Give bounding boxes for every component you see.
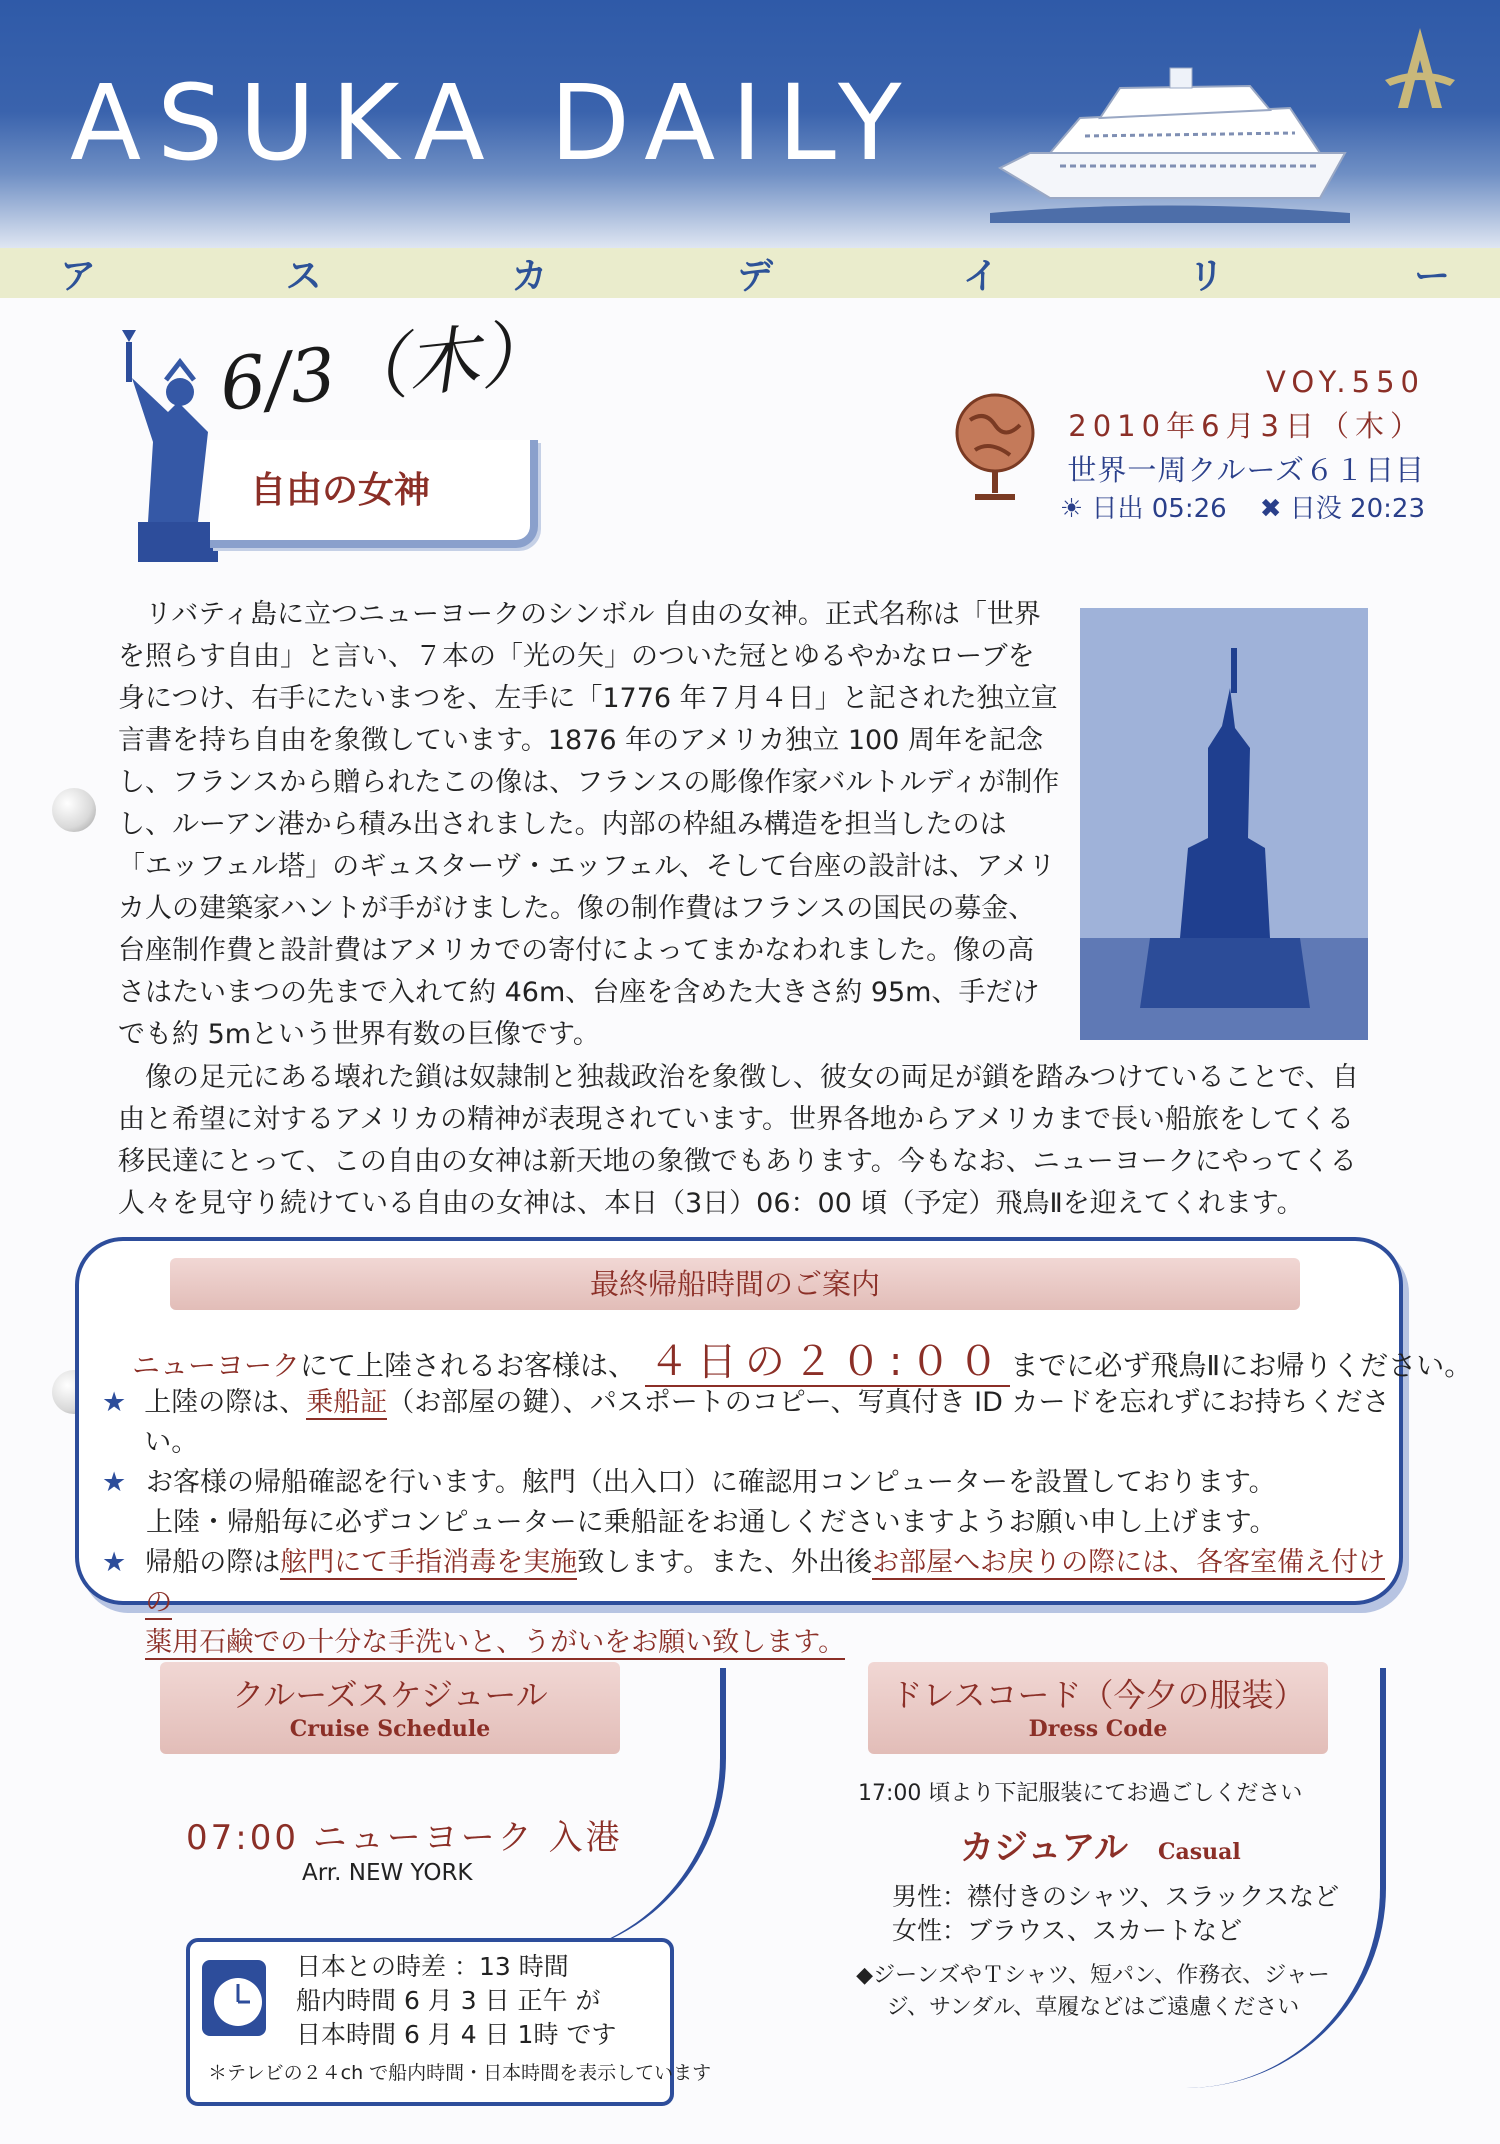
notice-text: 帰船の際は: [145, 1547, 281, 1578]
star-icon: ★: [102, 1547, 127, 1578]
issue-info: [1067, 360, 1425, 492]
notice-text: 上陸の際は、: [144, 1387, 307, 1418]
globe-icon: [950, 385, 1040, 510]
tv-channel-note: ＊テレビの２４ch で船内時間・日本時間を表示しています: [208, 2062, 712, 2084]
issue-date: 2010年6月3日（木）: [1068, 409, 1425, 443]
voyage-number: VOY.550: [1266, 365, 1425, 399]
spacer: [102, 1503, 146, 1543]
sun-times: [1060, 488, 1425, 525]
schedule-heading-en: Cruise Schedule: [289, 1716, 491, 1742]
notice-text: 乗船証: [306, 1387, 388, 1418]
cruise-ship-illustration: [990, 48, 1350, 223]
dress-heading-en: Dress Code: [1028, 1716, 1168, 1742]
asuka-logo-icon: [1380, 20, 1460, 120]
katakana-title-strip: [0, 248, 1500, 298]
dress-heading-jp: ドレスコード（今夕の服装）: [890, 1676, 1306, 1714]
dress-code-heading: [868, 1662, 1328, 1754]
binder-hole: [52, 788, 96, 832]
dress-women: 女性：ブラウス、スカートなど: [892, 1916, 1243, 1945]
dress-code-details: [892, 1880, 1339, 1948]
arrival-time: 07:00 ニューヨーク 入港: [186, 1818, 623, 1858]
notice-text: 舷門にて手指消毒を実施: [280, 1547, 578, 1578]
sunset-icon: ✖: [1259, 494, 1282, 524]
sunrise-time: 日出 05:26: [1091, 494, 1227, 524]
dress-code-intro: 17:00 頃より下記服装にてお過ごしください: [858, 1781, 1303, 1806]
kana-char: カ: [511, 255, 548, 297]
notice-text: 薬用石鹸での十分な手洗いと、うがいをお願い致します。: [145, 1627, 846, 1658]
notice-text: を忘れずにお持ちください。: [144, 1387, 1390, 1458]
dress-code-note: ◆ジーンズやＴシャツ、短パン、作務衣、ジャージ、サンダル、草履などはご遠慮ください: [856, 1963, 1330, 2020]
sunset-time: 日没 20:23: [1289, 494, 1425, 524]
time-difference: 日本との時差 ：13 時間: [296, 1952, 569, 1981]
time-difference-text: [296, 1950, 616, 2052]
kana-char: ア: [60, 255, 97, 297]
list-item: [102, 1383, 1392, 1463]
notice-text: お客様の帰船確認を行います。舷門（出入口）に確認用コンピューターを設置しております。: [146, 1467, 1276, 1498]
masthead-title: ASUKA DAILY: [70, 62, 918, 184]
schedule-heading-jp: クルーズスケジュール: [232, 1676, 548, 1714]
boarding-deadline: ４日の２０:００: [645, 1339, 1010, 1387]
boarding-deadline-line: [132, 1330, 1472, 1387]
kana-char: デ: [736, 255, 773, 297]
handwritten-date: [210, 308, 555, 430]
sun-icon: ☀: [1059, 494, 1084, 524]
star-icon: ★: [102, 1467, 127, 1498]
notice-text: までに必ず飛鳥Ⅱにお帰りください。: [1010, 1349, 1473, 1382]
dress-code-value: [960, 1820, 1241, 1869]
kana-char: イ: [962, 255, 999, 297]
notice-text: 上陸・帰船毎に必ずコンピューターに乗船証をお通しくださいますようお願い申し上げます。: [146, 1507, 1277, 1538]
article-title: 自由の女神: [250, 470, 431, 511]
list-item: [102, 1503, 1392, 1543]
dress-code-en: Casual: [1157, 1839, 1241, 1865]
article-paragraph: 像の足元にある壊れた鎖は奴隷制と独裁政治を象徴し、彼女の両足が鎖を踏みつけていることで、自由と希望に対するアメリカの精神が表現されています。世界各地からアメリカまで長い船旅をしてくる移民達にとって、この自由の女神は新天地の象徴でもあります。今もなお、ニューヨークにやってくる人々を見守り続けている自由の女神は、本日（3日）06：00 頃（予定）飛鳥Ⅱを迎えてくれます。: [118, 1062, 1359, 1219]
list-item: [102, 1543, 1392, 1663]
cruise-day: 世界一周クルーズ６１日目: [1067, 453, 1425, 487]
star-icon: ★: [102, 1387, 127, 1418]
port-name: ニューヨーク: [132, 1349, 301, 1382]
article-paragraph: リバティ島に立つニューヨークのシンボル 自由の女神。正式名称は「世界を照らす自由」と言い、７本の「光の矢」のついた冠とゆるやかなローブを身につけ、右手にたいまつを、左手に「1776 年７月４日」と記された独立宣言書を持ち自由を象徴しています。1876 年のアメリカ独立 100 周年を記念し、フランスから贈られたこの像は、フランスの彫像作家バルトルディが制作し、ルーアン港から積み出されました。内部の枠組み構造を担当したのは「エッフェル塔」のギュスターヴ・エッフェル、そして台座の設計は、アメリカ人の建築家ハントが手がけました。像の制作費はフランスの国民の募金、台座制作費と設計費はアメリカでの寄付によってまかなわれました。像の高さはたいまつの先まで入れて約 46m、台座を含めた大きさ約 95m、手だけでも約 5mという世界有数の巨像です。: [118, 599, 1060, 1050]
notice-text: にて上陸されるお客様は、: [300, 1349, 637, 1382]
kana-char: ス: [285, 255, 322, 297]
list-item: [102, 1463, 1392, 1503]
kana-char: ー: [1413, 255, 1450, 297]
dress-code-jp: カジュアル: [960, 1828, 1128, 1868]
ship-time: 船内時間 6 月 3 日 正午 が: [296, 1986, 601, 2015]
dress-men: 男性：襟付きのシャツ、スラックスなど: [892, 1882, 1340, 1911]
boarding-notice-heading: 最終帰船時間のご案内: [170, 1258, 1300, 1310]
svg-text:6/3（木）: 6/3（木）: [215, 308, 555, 427]
japan-time: 日本時間 6 月 4 日 1時 です: [296, 2020, 617, 2049]
notice-text: 致します。また、外出後: [577, 1547, 873, 1578]
schedule-heading: [160, 1662, 620, 1754]
arrival-time-en: Arr. NEW YORK: [302, 1860, 473, 1886]
notice-text: お部屋へお戻りの際には、各客室備え付けの: [145, 1547, 1386, 1618]
notice-list: [102, 1383, 1392, 1663]
notice-text: （お部屋の鍵）、パスポートのコピー、写真付き ID カード: [387, 1387, 1093, 1418]
clock-icon: [200, 1958, 268, 2038]
masthead-banner: [0, 0, 1500, 248]
statue-of-liberty-photo: [1080, 608, 1368, 1040]
kana-char: リ: [1188, 255, 1225, 297]
